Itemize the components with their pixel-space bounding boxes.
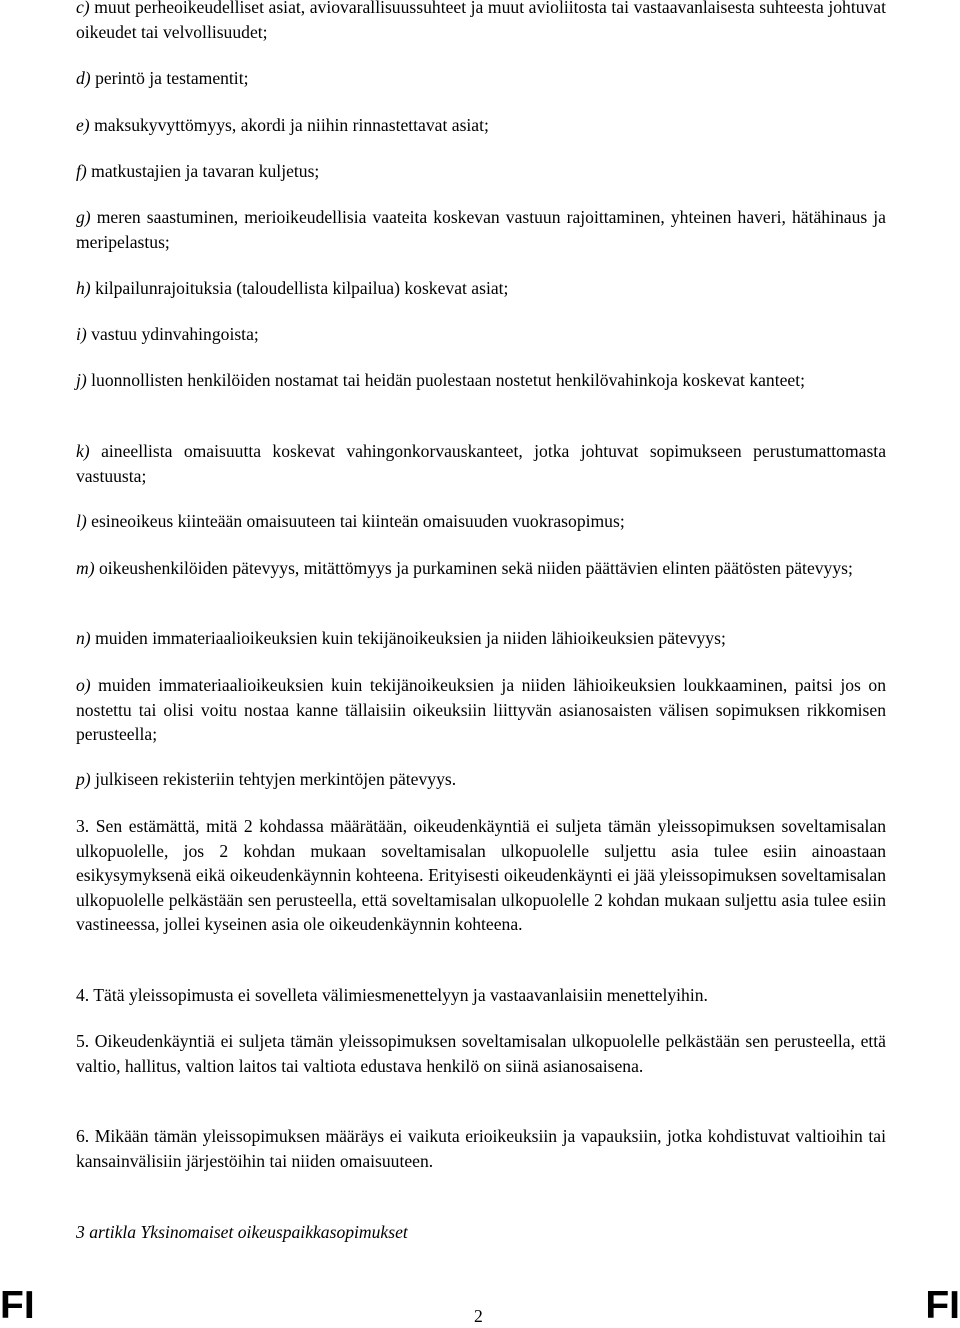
list-text: vastuu ydinvahingoista; xyxy=(91,324,259,344)
paragraph-number: 4. xyxy=(76,985,90,1005)
list-item-f xyxy=(76,159,886,184)
list-marker: d) xyxy=(76,68,91,88)
list-text: julkiseen rekisteriin tehtyjen merkintöjen pätevyys. xyxy=(95,769,457,789)
list-text: maksukyvyttömyys, akordi ja niihin rinnastettavat asiat; xyxy=(94,115,489,135)
list-marker: l) xyxy=(76,511,87,531)
list-item-d xyxy=(76,66,886,91)
list-text: muut perheoikeudelliset asiat, aviovarallisuussuhteet ja muut avioliitosta tai vastaavanlaisesta suhteesta johtuvat oikeudet tai velvollisuudet; xyxy=(76,0,886,42)
list-text: kilpailunrajoituksia (taloudellista kilpailua) koskevat asiat; xyxy=(95,278,509,298)
list-text: esineoikeus kiinteään omaisuuteen tai kiinteän omaisuuden vuokrasopimus; xyxy=(91,511,625,531)
list-marker: c) xyxy=(76,0,90,17)
list-text: luonnollisten henkilöiden nostamat tai heidän puolestaan nostetut henkilövahinkoja koskevat kanteet; xyxy=(91,370,806,390)
list-item-e xyxy=(76,113,886,138)
list-marker: g) xyxy=(76,207,91,227)
list-item-j xyxy=(76,368,886,393)
list-text: aineellista omaisuutta koskevat vahingonkorvauskanteet, jotka johtuvat sopimukseen perustumattomasta vastuusta; xyxy=(76,441,886,486)
list-item-p xyxy=(76,767,886,792)
list-item-k xyxy=(76,439,886,488)
list-item-c xyxy=(76,0,886,44)
paragraph-text: Sen estämättä, mitä 2 kohdassa määrätään, oikeudenkäyntiä ei suljeta tämän yleissopimuksen soveltamisalan ulkopuolelle, jos 2 kohdan mukaan soveltamisalan ulkopuolelle suljettu asia tulee esiin ainoastaan esikysymyksenä eikä oikeudenkäynnin kohteena. Erityisesti oikeudenkäynti ei jää yleissopimuksen soveltamisalan ulkopuolelle pelkästään sen perusteella, että soveltamisalan ulkopuolelle 2 kohdan mukaan suljettu asia tulee esiin vastineessa, jollei kyseinen asia ole oikeudenkäynnin kohteena. xyxy=(76,816,887,934)
list-text: muiden immateriaalioikeuksien kuin tekijänoikeuksien ja niiden lähioikeuksien pätevyys; xyxy=(95,628,726,648)
footer-language-code-left: FI xyxy=(0,1284,35,1327)
paragraph-number: 5. xyxy=(76,1031,90,1051)
list-marker: o) xyxy=(76,675,91,695)
list-marker: m) xyxy=(76,558,95,578)
page-number: 2 xyxy=(474,1306,483,1326)
list-marker: h) xyxy=(76,278,91,298)
footer-language-code-right: FI xyxy=(925,1284,960,1327)
list-text: perintö ja testamentit; xyxy=(95,68,249,88)
list-item-l xyxy=(76,509,886,534)
list-item-m xyxy=(76,556,886,581)
list-item-g xyxy=(76,205,886,254)
paragraph-text: Oikeudenkäyntiä ei suljeta tämän yleissopimuksen soveltamisalan ulkopuolelle pelkästään sen perusteella, että valtio, hallitus, valtion laitos tai valtiota edustava henkilö on siinä asianosaisena. xyxy=(76,1031,886,1076)
paragraph-number: 3. xyxy=(76,816,90,836)
paragraph-number: 6. xyxy=(76,1126,90,1146)
paragraph-text: Tätä yleissopimusta ei sovelleta välimiesmenettelyyn ja vastaavanlaisiin menettelyihin. xyxy=(93,985,708,1005)
list-marker: p) xyxy=(76,769,91,789)
list-marker: n) xyxy=(76,628,91,648)
paragraph-4 xyxy=(76,983,886,1008)
list-text: matkustajien ja tavaran kuljetus; xyxy=(91,161,320,181)
list-text: meren saastuminen, merioikeudellisia vaateita koskevan vastuun rajoittaminen, yhteinen haveri, hätähinaus ja meripelastus; xyxy=(76,207,886,252)
list-item-o xyxy=(76,673,886,747)
list-marker: k) xyxy=(76,441,90,461)
paragraph-3 xyxy=(76,814,886,937)
list-text: muiden immateriaalioikeuksien kuin tekijänoikeuksien ja niiden lähioikeuksien loukkaaminen, paitsi jos on nostettu tai olisi voitu nostaa kanne tällaisiin oikeuksiin liittyvän asianosaisten välisen sopimuksen rikkomisen perusteella; xyxy=(76,675,886,744)
paragraph-5 xyxy=(76,1029,886,1078)
list-item-n xyxy=(76,626,886,651)
paragraph-6 xyxy=(76,1124,886,1173)
list-marker: i) xyxy=(76,324,87,344)
list-item-h xyxy=(76,276,886,301)
article-heading: 3 artikla Yksinomaiset oikeuspaikkasopimukset xyxy=(76,1222,408,1242)
list-marker: e) xyxy=(76,115,90,135)
list-text: oikeushenkilöiden pätevyys, mitättömyys ja purkaminen sekä niiden päättävien elinten päätösten pätevyys; xyxy=(98,558,853,578)
list-marker: j) xyxy=(76,370,87,390)
list-marker: f) xyxy=(76,161,87,181)
list-item-i xyxy=(76,322,886,347)
paragraph-text: Mikään tämän yleissopimuksen määräys ei vaikuta erioikeuksiin ja vapauksiin, jotka kohdistuvat valtioihin tai kansainvälisiin järjestöihin tai niiden omaisuuteen. xyxy=(76,1126,886,1171)
